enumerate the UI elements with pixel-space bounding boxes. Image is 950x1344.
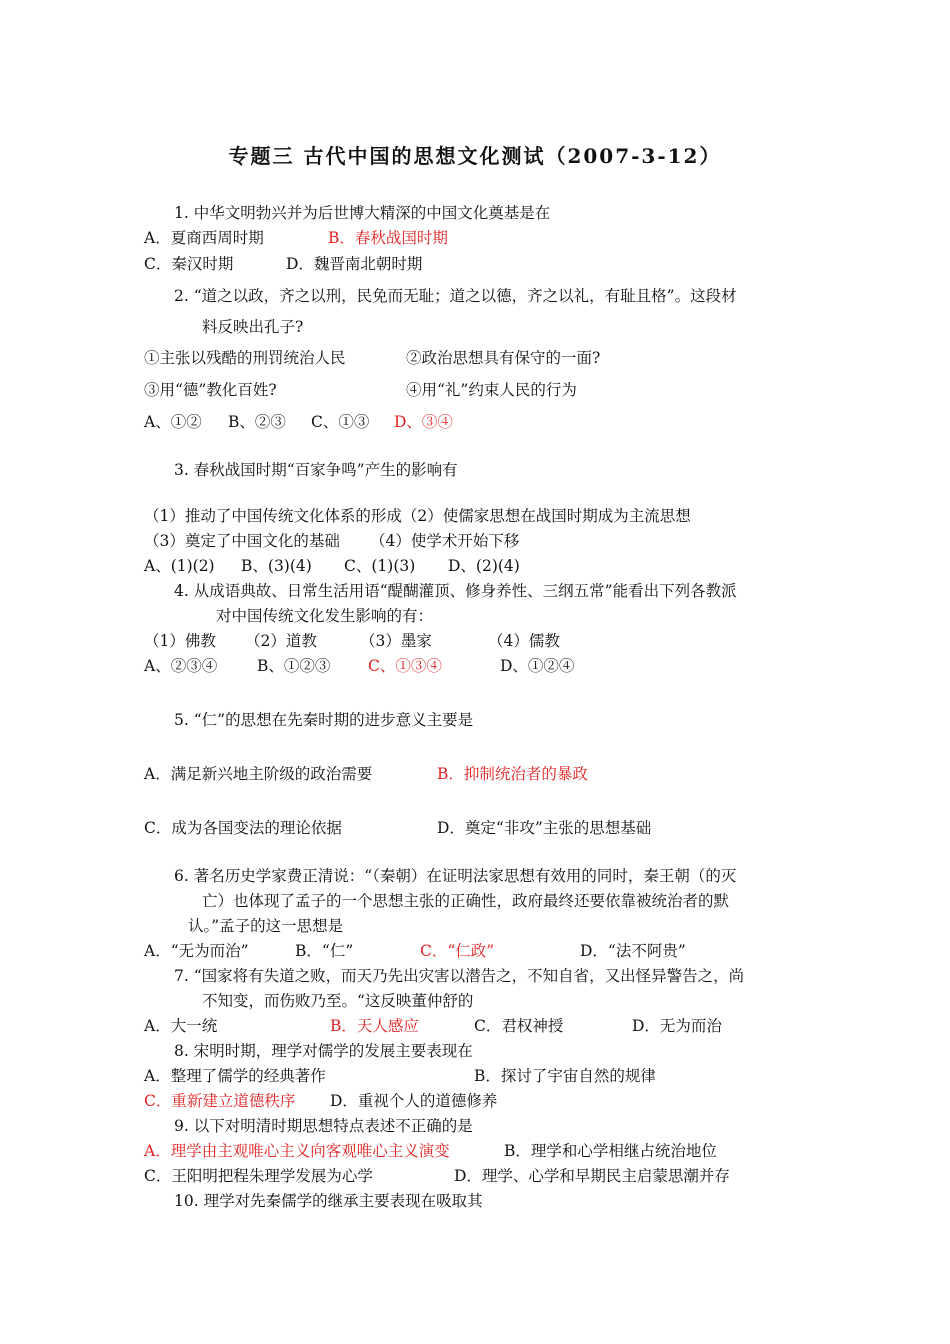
question-8-stem: 8. 宋明时期，理学对儒学的发展主要表现在: [174, 1042, 473, 1060]
question-5-option-b-answer: B．抑制统治者的暴政: [437, 765, 588, 783]
question-2-item-2: ②政治思想具有保守的一面?: [406, 349, 601, 367]
question-2-option-b: B、②③: [228, 413, 286, 431]
question-7-option-c: C．君权神授: [474, 1017, 564, 1035]
question-7-option-a: A．大一统: [144, 1017, 218, 1035]
question-1-option-a: A．夏商西周时期: [144, 229, 264, 247]
question-2-option-a: A、①②: [144, 413, 202, 431]
question-6-option-d: D．“法不阿贵”: [580, 942, 686, 960]
question-7-stem-line-1: 7. “国家将有失道之败，而天乃先出灾害以潜告之，不知自省，又出怪异警告之，尚: [174, 967, 745, 985]
question-4-option-b: B、①②③: [257, 657, 331, 675]
page-title: 专题三 古代中国的思想文化测试（2007-3-12）: [228, 144, 722, 168]
question-10-stem: 10. 理学对先秦儒学的继承主要表现在吸取其: [174, 1192, 483, 1210]
question-6-stem-line-3: 认。”孟子的这一思想是: [188, 917, 344, 935]
question-2-stem-line-1: 2. “道之以政，齐之以刑，民免而无耻；道之以德，齐之以礼，有耻且格”。这段材: [174, 287, 737, 305]
question-9-option-a-answer: A．理学由主观唯心主义向客观唯心主义演变: [144, 1142, 450, 1160]
question-4-item-1: （1）佛教: [144, 632, 216, 650]
question-4-stem-line-1: 4. 从成语典故、日常生活用语“醍醐灌顶、修身养性、三纲五常”能看出下列各教派: [174, 582, 737, 600]
question-1-stem: 1. 中华文明勃兴并为后世博大精深的中国文化奠基是在: [174, 204, 551, 222]
question-5-option-c: C．成为各国变法的理论依据: [144, 819, 342, 837]
question-7-option-b-answer: B．天人感应: [330, 1017, 419, 1035]
question-3-option-d: D、(2)(4): [448, 557, 520, 575]
question-3-items-1-2: （1）推动了中国传统文化体系的形成（2）使儒家思想在战国时期成为主流思想: [144, 507, 691, 525]
question-4-item-2: （2）道教: [245, 632, 317, 650]
question-3-item-3: （3）奠定了中国文化的基础: [144, 532, 340, 550]
question-7-stem-line-2: 不知变，而伤败乃至。“这反映董仲舒的: [202, 992, 474, 1010]
question-5-option-a: A．满足新兴地主阶级的政治需要: [144, 765, 373, 783]
question-4-item-3: （3）墨家: [360, 632, 432, 650]
question-1-option-d: D．魏晋南北朝时期: [286, 255, 423, 273]
question-4-stem-line-2: 对中国传统文化发生影响的有：: [216, 607, 434, 625]
question-9-option-c: C．王阳明把程朱理学发展为心学: [144, 1167, 373, 1185]
question-3-option-a: A、(1)(2): [144, 557, 215, 575]
question-4-option-c-answer: C、①③④: [368, 657, 442, 675]
question-3-option-c: C、(1)(3): [344, 557, 416, 575]
question-3-stem: 3. 春秋战国时期“百家争鸣”产生的影响有: [174, 461, 458, 479]
question-2-item-3: ③用“德”教化百姓?: [144, 381, 277, 399]
question-6-stem-line-1: 6. 著名历史学家费正清说：“（秦朝）在证明法家思想有效用的同时，秦王朝（的灭: [174, 867, 737, 885]
question-6-option-a: A．“无为而治”: [144, 942, 249, 960]
question-4-option-a: A、②③④: [144, 657, 218, 675]
question-9-stem: 9. 以下对明清时期思想特点表述不正确的是: [174, 1117, 473, 1135]
question-2-option-c: C、①③: [311, 413, 370, 431]
question-1-option-c: C．秦汉时期: [144, 255, 234, 273]
question-9-option-d: D．理学、心学和早期民主启蒙思潮并存: [454, 1167, 730, 1185]
question-5-option-d: D．奠定“非攻”主张的思想基础: [437, 819, 652, 837]
question-6-option-c-answer: C．“仁政”: [420, 942, 495, 960]
question-8-option-a: A．整理了儒学的经典著作: [144, 1067, 326, 1085]
question-6-stem-line-2: 亡）也体现了孟子的一个思想主张的正确性，政府最终还要依靠被统治者的默: [202, 892, 730, 910]
question-2-option-d-answer: D、③④: [394, 413, 453, 431]
question-4-option-d: D、①②④: [500, 657, 575, 675]
question-7-option-d: D．无为而治: [632, 1017, 722, 1035]
question-6-option-b: B．“仁”: [295, 942, 354, 960]
question-2-item-1: ①主张以残酷的刑罚统治人民: [144, 349, 346, 367]
question-3-item-4: （4）使学术开始下移: [370, 532, 520, 550]
question-5-stem: 5. “仁”的思想在先秦时期的进步意义主要是: [174, 711, 474, 729]
question-8-option-d: D．重视个人的道德修养: [330, 1092, 498, 1110]
question-1-option-b-answer: B．春秋战国时期: [328, 229, 448, 247]
question-4-item-4: （4）儒教: [488, 632, 560, 650]
question-3-option-b: B、(3)(4): [241, 557, 312, 575]
question-8-option-c-answer: C．重新建立道德秩序: [144, 1092, 296, 1110]
question-8-option-b: B．探讨了宇宙自然的规律: [474, 1067, 656, 1085]
question-2-item-4: ④用“礼”约束人民的行为: [406, 381, 577, 399]
question-9-option-b: B．理学和心学相继占统治地位: [504, 1142, 717, 1160]
question-2-stem-line-2: 料反映出孔子?: [202, 318, 304, 336]
